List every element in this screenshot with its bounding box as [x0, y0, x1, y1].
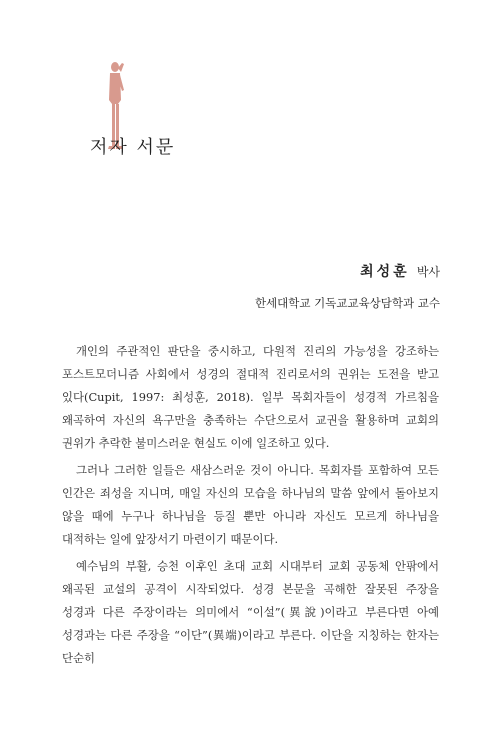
author-title: 박사	[416, 265, 440, 279]
chapter-title: 저자 서문	[90, 137, 176, 158]
author-name-line	[255, 262, 440, 283]
author-block	[255, 262, 440, 311]
author-affiliation: 한세대학교 기독교교육상담학과 교수	[254, 296, 440, 310]
paragraph: 개인의 주관적인 판단을 중시하고, 다원적 진리의 가능성을 강조하는 포스트모더니즘 사회에서 성경의 절대적 진리로서의 권위는 도전을 받고 있다(Cupit, 1997: 최성훈, 2018). 일부 목회자들이 성경적 가르침을 왜곡하여 자신의 욕구만을 충족하는 수단으로서 교권을 활용하며 교회의 권위가 추락한 불미스러운 현실도 이에 일조하고 있다.	[62, 344, 439, 450]
paragraph: 그러나 그러한 일들은 새삼스러운 것이 아니다. 목회자를 포함하여 모든 인간은 죄성을 지니며, 매일 자신의 모습을 하나님의 말씀 앞에서 돌아보지 않을 때에 누구나 하나님을 등질 뿐만 아니라 자신도 모르게 하나님을 대적하는 일에 앞장서기 마련이기 때문이다.	[62, 463, 439, 546]
author-name: 최성훈	[360, 264, 410, 280]
preface-body	[62, 340, 439, 674]
paragraph: 예수님의 부활, 승천 이후인 초대 교회 시대부터 교회 공동체 안팎에서 왜곡된 교설의 공격이 시작되었다. 성경 본문을 곡해한 잘못된 주장을 성경과 다른 주장이라는 의미에서 “이설”(異說)이라고 부른다면 아예 성경과는 다른 주장을 “이단”(異端)이라고 부른다. 이단을 지칭하는 한자는 단순히	[62, 559, 439, 665]
